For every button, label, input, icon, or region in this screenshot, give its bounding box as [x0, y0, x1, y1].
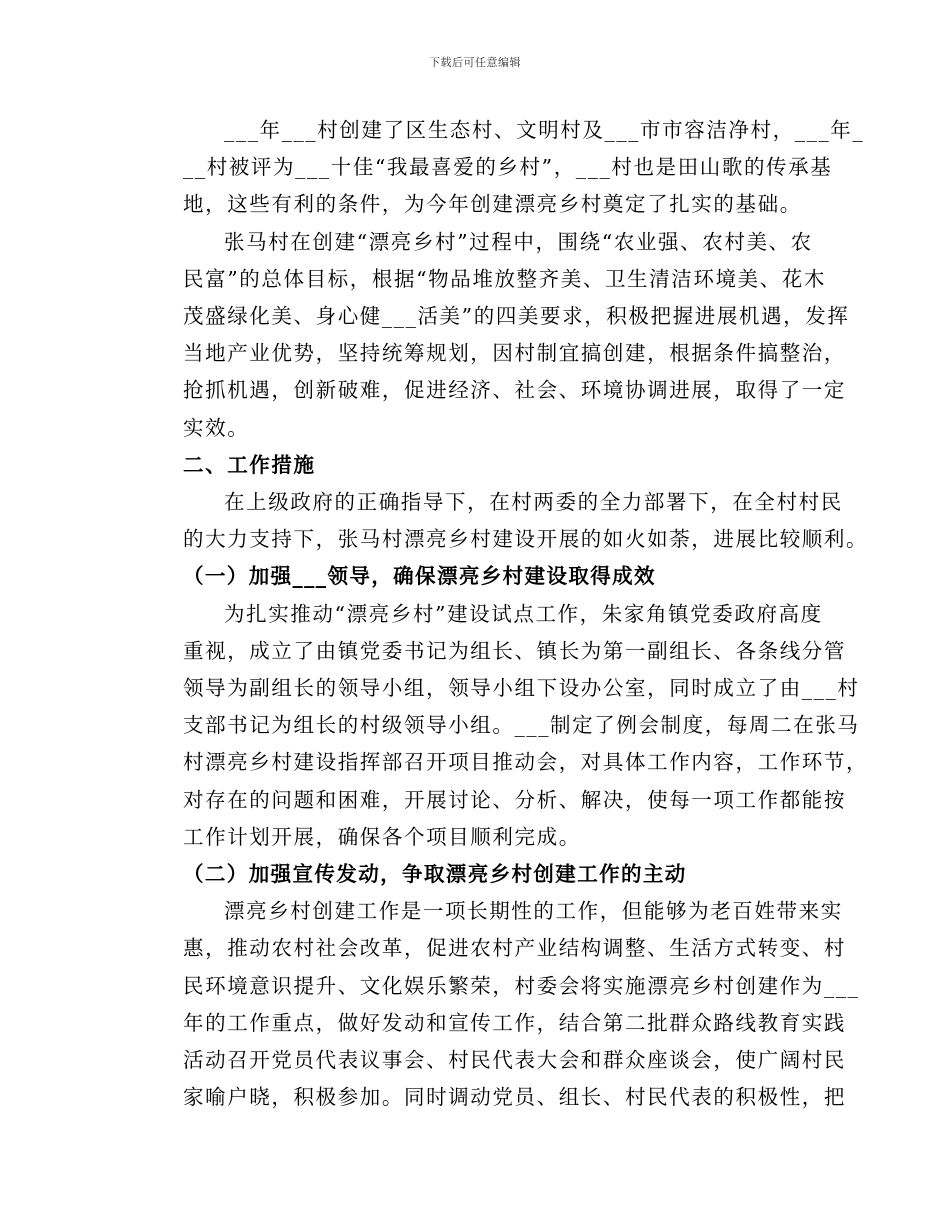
text-line: 为扎实推动“漂亮乡村”建设试点工作，朱家角镇党委政府高度: [224, 601, 823, 626]
text-line: 对存在的问题和困难，开展讨论、分析、解决，使每一项工作都能按: [183, 787, 846, 812]
text-line: 支部书记为组长的村级领导小组。___制定了例会制度，每周二在张马: [183, 713, 860, 738]
text-line: 的大力支持下，张马村漂亮乡村建设开展的如火如荼，进展比较顺利。: [183, 527, 869, 552]
page-header: 下载后可任意编辑: [429, 56, 521, 69]
subsection-heading-1: （一）加强___领导，确保漂亮乡村建设取得成效: [183, 564, 656, 589]
text-line: 活动召开党员代表议事会、村民代表大会和群众座谈会，使广阔村民: [183, 1048, 846, 1073]
paragraph-2: [142, 224, 850, 447]
text-line: 茂盛绿化美、身心健___活美”的四美要求，积极把握进展机遇，发挥: [183, 304, 850, 329]
text-line: 年的工作重点，做好发动和宣传工作，结合第二批群众路线教育实践: [183, 1010, 846, 1035]
text-line: 民富”的总体目标，根据“物品堆放整齐美、卫生清洁环境美、花木: [183, 266, 826, 291]
text-line: 领导为副组长的领导小组，领导小组下设办公室，同时成立了由___村: [183, 676, 860, 701]
text-line: 地，这些有利的条件，为今年创建漂亮乡村奠定了扎实的基础。: [183, 192, 802, 217]
text-line: 抢抓机遇，创新破难，促进经济、社会、环境协调进展，取得了一定: [183, 378, 846, 403]
text-line: 民环境意识提升、文化娱乐繁荣，村委会将实施漂亮乡村创建作为___: [183, 973, 860, 998]
text-line: __村被评为___十佳“我最喜爱的乡村”，___村也是田山歌的传承基: [183, 155, 833, 180]
document-body: [142, 112, 869, 1116]
paragraph-5: [142, 893, 860, 1116]
text-line: 村漂亮乡村建设指挥部召开项目推动会，对具体工作内容，工作环节，: [183, 750, 869, 775]
text-line: ___年___村创建了区生态村、文明村及___市市容洁净村，___年_: [224, 118, 865, 142]
paragraph-1: [142, 112, 865, 224]
text-line: 重视，成立了由镇党委书记为组长、镇长为第一副组长、各条线分管: [183, 638, 846, 663]
paragraph-3: [142, 484, 869, 558]
text-line: 在上级政府的正确指导下，在村两委的全力部署下，在全村村民: [224, 490, 843, 515]
text-line: 漂亮乡村创建工作是一项长期性的工作，但能够为老百姓带来实: [224, 899, 843, 924]
text-line: 实效。: [183, 415, 250, 440]
text-line: 张马村在创建“漂亮乡村”过程中，围绕“农业强、农村美、农: [224, 229, 813, 254]
paragraph-4: [142, 596, 869, 856]
subsection-heading-2: （二）加强宣传发动，争取漂亮乡村创建工作的主动: [183, 862, 687, 887]
text-line: 当地产业优势，坚持统筹规划，因村制宜搞创建，根据条件搞整治，: [183, 341, 846, 366]
text-line: 工作计划开展，确保各个项目顺利完成。: [183, 824, 581, 849]
text-line: 惠，推动农村社会改革，促进农村产业结构调整、生活方式转变、村: [183, 936, 846, 961]
section-heading-work-measures: 二、工作措施: [183, 452, 316, 477]
text-line: 家喻户晓，积极参加。同时调动党员、组长、村民代表的积极性，把: [183, 1085, 846, 1110]
